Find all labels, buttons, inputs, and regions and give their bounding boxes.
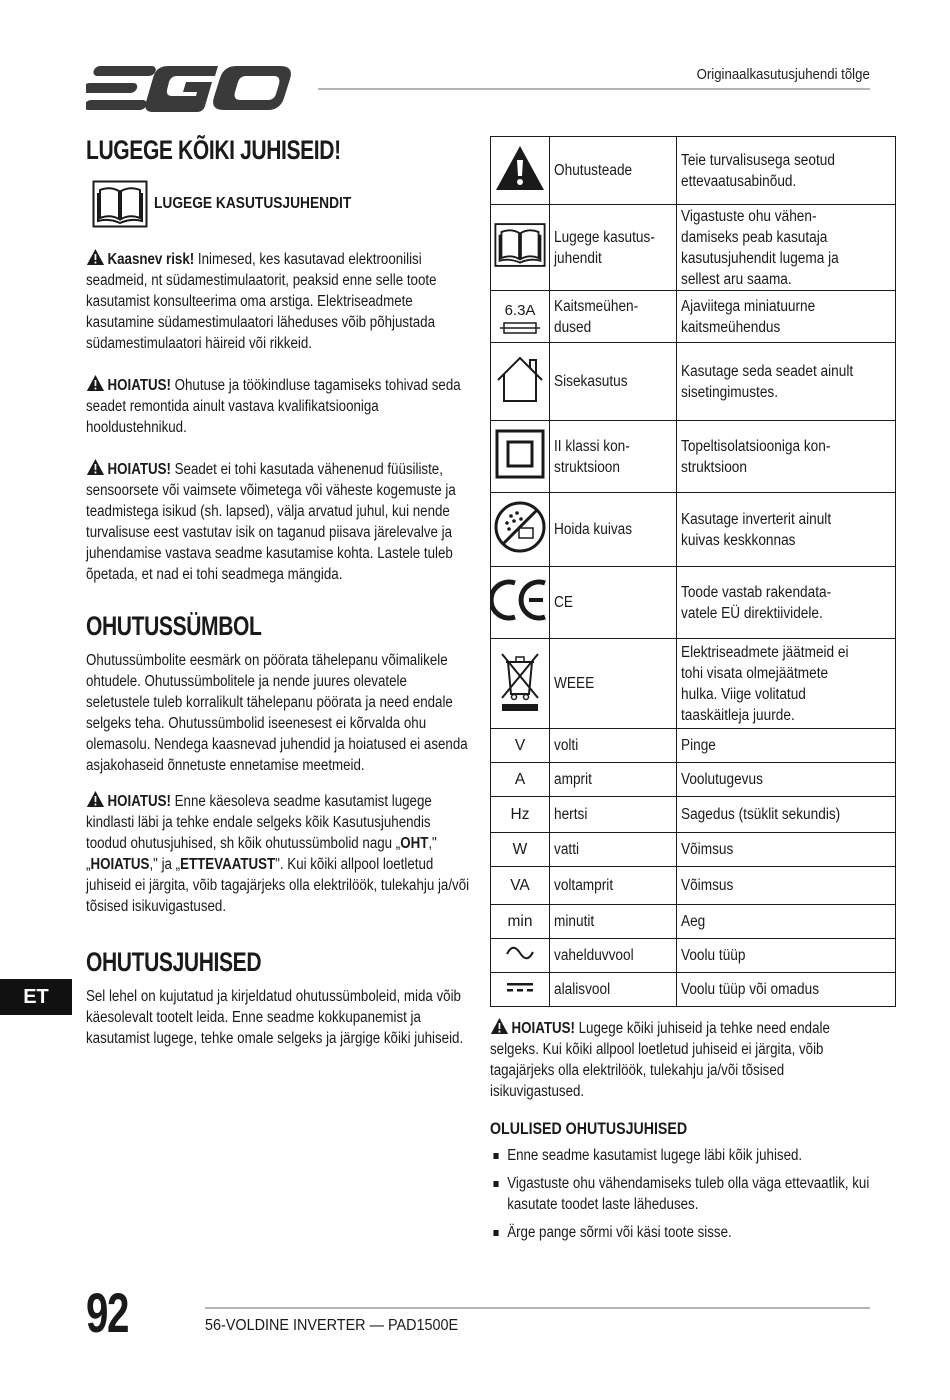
symbol-name: vahelduvvool — [554, 947, 634, 964]
list-item: Ärge pange sõrmi või käsi toote sisse. — [490, 1222, 873, 1243]
symbol-name: II klassi kon-struktsioon — [554, 437, 630, 476]
table-row — [491, 639, 896, 729]
warning-triangle-icon — [86, 458, 105, 476]
table-row — [491, 729, 896, 763]
warning3-text-d: ". Kui kõiki allpool loetletud juhiseid ei järgita, võib tagajärjeks olla elektrilöök, tulekahju ja/või tõsised isikuvigastused. — [86, 856, 470, 915]
unit-symbol: A — [491, 763, 550, 797]
symbol-desc: Aeg — [681, 913, 706, 930]
table-row — [491, 343, 896, 421]
symbol-name: hertsi — [554, 806, 588, 823]
symbol-name: WEEE — [554, 675, 595, 692]
important-heading: OLULISED OHUTUSJUHISED — [490, 1120, 688, 1138]
header-title: Originaalkasutusjuhendi tõlge — [696, 66, 870, 83]
alert-triangle-icon — [494, 144, 546, 192]
dc-icon — [506, 980, 534, 994]
left-column — [86, 135, 470, 1049]
table-row — [491, 291, 896, 343]
right-warning-text: Lugege kõiki juhiseid ja tehke need endale selgeks. Kui kõiki allpool loetletud juhiseid ei järgita, võib tagajärjeks olla elektrilöök, tulekahju ja/või tõsised isikuvigastused. — [490, 1020, 830, 1100]
symbol-name: alalisvool — [554, 981, 611, 998]
symbol-desc: Voolu tüüp või omadus — [681, 981, 820, 998]
table-row — [491, 205, 896, 291]
symbol-desc: Teie turvalisusega seotud ettevaatusabinõud. — [681, 151, 835, 190]
oht-term: OHT — [400, 835, 429, 852]
risk-lead: Kaasnev risk! — [107, 251, 195, 268]
symbol-name: amprit — [554, 771, 592, 788]
unit-symbol: V — [491, 729, 550, 763]
unit-symbol: W — [491, 833, 550, 867]
symbol-name: Ohutusteade — [554, 162, 633, 179]
symbol-name: Lugege kasutus-juhendit — [554, 228, 655, 267]
symbol-desc: Võimsus — [681, 877, 734, 894]
read-all-heading: LUGEGE KÕIKI JUHISEID! — [86, 135, 341, 165]
safety-symbol-text: Ohutussümbolite eesmärk on pöörata tähelepanu võimalikele ohtudele. Ohutussümbolitele ja nende juures olevatele seletustele tuleb korralikult tähelepanu pöörata ja need endale selgeks teha. Ohutussümbolid iseenesest ei kõrvalda ohu olemasolu. Nendega kaasnevad juhendid ja hoiatused ei asenda asjakohaseid õnnetuste ennetamise meetmeid. — [86, 652, 468, 774]
symbol-name: voltamprit — [554, 877, 614, 894]
unit-symbol: VA — [491, 867, 550, 905]
symbol-table — [490, 136, 896, 1007]
symbol-desc: Pinge — [681, 737, 716, 754]
warning-triangle-icon — [86, 790, 105, 808]
table-row — [491, 905, 896, 939]
warning3-text-c: ," ja „ — [149, 856, 181, 873]
symbol-desc: Kasutage seda seadet ainult sisetingimustes. — [681, 362, 854, 401]
right-warning-paragraph — [490, 1017, 873, 1102]
header-rule — [318, 88, 870, 90]
warning1-paragraph — [86, 374, 469, 438]
symbol-desc: Topeltisolatsiooniga kon-struktsioon — [681, 437, 831, 476]
table-row — [491, 797, 896, 833]
ac-wave-icon — [505, 946, 535, 960]
hoiatus-term: HOIATUS — [90, 856, 150, 873]
list-item: Vigastuste ohu vähendamiseks tuleb olla väga ettevaatlik, kui kasutate toodet laste läheduses. — [490, 1173, 873, 1215]
symbol-name: volti — [554, 737, 579, 754]
table-row — [491, 567, 896, 639]
read-manual-icon — [92, 180, 148, 228]
warning3-paragraph — [86, 790, 469, 917]
warning-triangle-icon — [86, 248, 105, 266]
table-row — [491, 493, 896, 567]
page-number: 92 — [86, 1281, 128, 1344]
unit-symbol: min — [491, 905, 550, 939]
read-manual-row — [92, 180, 470, 228]
language-tab: ET — [0, 979, 72, 1015]
symbol-name: minutit — [554, 913, 595, 930]
unit-symbol: Hz — [491, 797, 550, 833]
important-list — [490, 1145, 873, 1243]
symbol-desc: Sagedus (tsüklit sekundis) — [681, 806, 841, 823]
table-row — [491, 421, 896, 493]
warning1-lead: HOIATUS! — [107, 377, 171, 394]
symbol-desc: Voolu tüüp — [681, 947, 746, 964]
safety-instructions-text: Sel lehel on kujutatud ja kirjeldatud ohutussümboleid, mida võib käesolevalt tootelt leida. Enne seadme kokkupanemist ja kasutamist lugege, tehke omale selgeks ja järgige kõiki juhiseid. — [86, 988, 464, 1047]
symbol-desc: Ajaviitega miniatuurne kaitsmeühendus — [681, 297, 816, 336]
symbol-desc: Vigastuste ohu vähen-damiseks peab kasutaja kasutusjuhendit lugema ja sellest aru saama. — [681, 207, 839, 288]
warning2-lead: HOIATUS! — [107, 461, 171, 478]
symbol-name: Sisekasutus — [554, 373, 628, 390]
warning-triangle-icon — [86, 374, 105, 392]
symbol-desc: Elektriseadmete jäätmeid ei tohi visata olmejäätmete hulka. Viige volitatud taaskäitleja juurde. — [681, 643, 849, 724]
ce-mark-icon — [491, 577, 549, 623]
table-row — [491, 939, 896, 973]
warning3-text-b: ," „ — [86, 835, 437, 873]
symbol-desc: Toode vastab rakendata-vatele EÜ direktiividele. — [681, 583, 832, 622]
warning1-text: Ohutuse ja töökindluse tagamiseks tohivad seda seadet remontida ainult vastava kvalifikatsiooniga hooldustehnikud. — [86, 377, 461, 436]
table-row — [491, 973, 896, 1007]
fuse-icon — [491, 295, 549, 339]
warning2-text: Seadet ei tohi kasutada vähenenud füüsiliste, sensoorsete või vaimsete võimetega või väheste kogemuste ja teadmistega isikud (sh. lapsed), välja arvatud juhul, kui nende turvalisuse eest vastutav isik on taganud piisava järelevalve ja juhendamise vastava seadme kasutamise kohta. Lastele tuleb õpetada, et nad ei tohi seadmega mängida. — [86, 461, 456, 583]
ettevaatust-term: ETTEVAATUST — [180, 856, 276, 873]
symbol-name: Kaitsmeühen-dused — [554, 297, 639, 336]
symbol-desc: Voolutugevus — [681, 771, 763, 788]
ego-logo — [86, 62, 300, 114]
right-warning-lead: HOIATUS! — [511, 1020, 575, 1037]
house-icon — [494, 354, 546, 404]
warning2-paragraph — [86, 458, 469, 585]
weee-bin-icon — [498, 650, 542, 712]
symbol-name: CE — [554, 594, 573, 611]
symbol-name: vatti — [554, 841, 580, 858]
table-row — [491, 763, 896, 797]
table-row — [491, 833, 896, 867]
risk-text: Inimesed, kes kasutavad elektroonilisi seadmeid, nt südamestimulaatorit, peaksid enne selle toote kasutamist konsulteerima oma arstiga. Elektriseadmete kasutamine südamestimulaatori läheduses võib põhjustada südamestimulaatori häireid või rikkeid. — [86, 251, 437, 352]
safety-symbol-heading: OHUTUSSÜMBOL — [86, 611, 262, 641]
fuse-rating: 6.3A — [504, 301, 536, 319]
keep-dry-icon — [493, 500, 547, 554]
read-manual-label: LUGEGE KASUTUSJUHENDIT — [154, 195, 352, 212]
read-manual-icon — [494, 222, 546, 268]
list-item: Enne seadme kasutamist lugege läbi kõik juhised. — [490, 1145, 873, 1166]
table-row — [491, 867, 896, 905]
symbol-desc: Kasutage inverterit ainult kuivas keskkonnas — [681, 510, 832, 549]
symbol-desc: Võimsus — [681, 841, 734, 858]
safety-instructions-heading: OHUTUSJUHISED — [86, 947, 262, 977]
table-row — [491, 137, 896, 205]
warning-triangle-icon — [490, 1017, 509, 1035]
warning3-lead: HOIATUS! — [107, 793, 171, 810]
class-ii-icon — [495, 429, 545, 479]
risk-paragraph — [86, 248, 469, 354]
right-column — [490, 1017, 874, 1250]
footer-rule — [205, 1307, 870, 1309]
warning3-text-a: Enne käesoleva seadme kasutamist lugege kindlasti läbi ja tehke endale selgeks kõik Kasutusjuhendis toodud ohutusjuhised, sh kõik ohutussümbolid nagu „ — [86, 793, 432, 852]
symbol-name: Hoida kuivas — [554, 521, 633, 538]
footer-title: 56-VOLDINE INVERTER — PAD1500E — [205, 1317, 459, 1334]
